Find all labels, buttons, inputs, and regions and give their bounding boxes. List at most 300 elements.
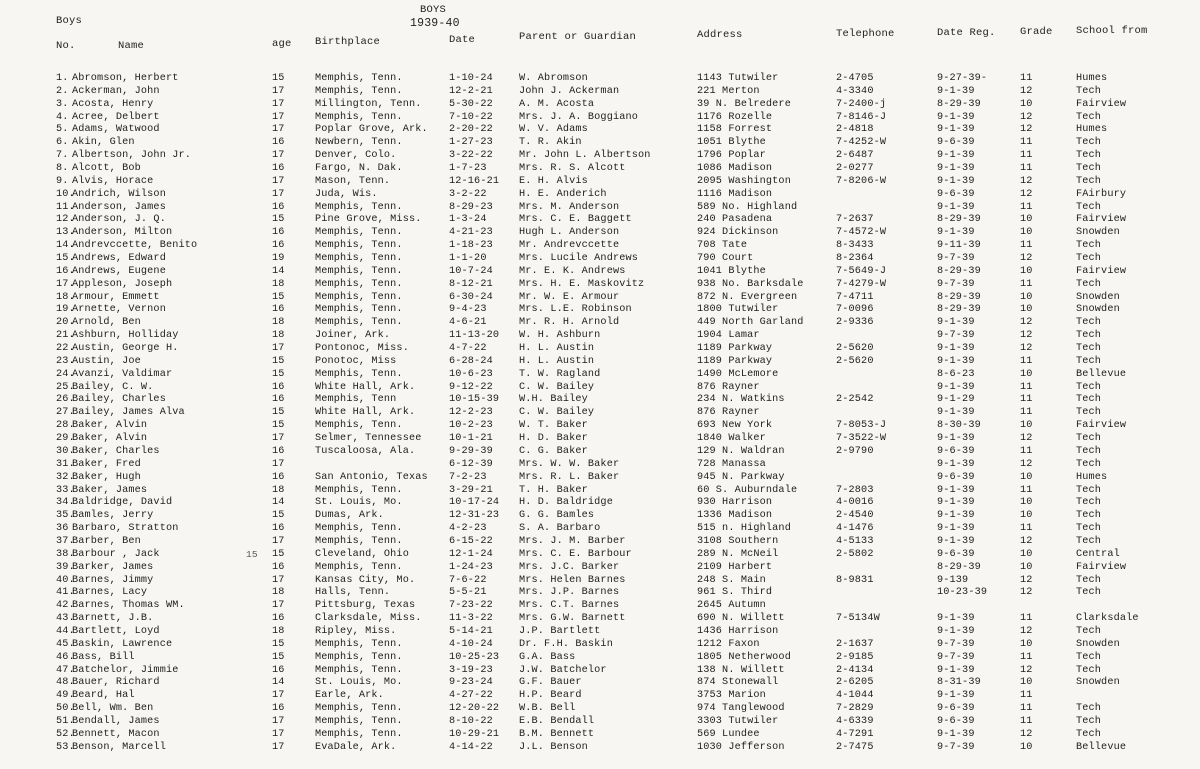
table-row — [0, 626, 1200, 639]
col-header-parent: Parent or Guardian — [519, 31, 637, 43]
birth-date: 11-3-22 — [449, 613, 493, 625]
row-number: 51. — [56, 715, 75, 727]
address: 1030 Jefferson — [697, 741, 785, 753]
birthplace: Memphis, Tenn. — [315, 484, 403, 496]
telephone: 2-9185 — [836, 651, 874, 663]
student-age: 16 — [272, 227, 285, 239]
grade: 10 — [1020, 227, 1033, 239]
grade: 11 — [1020, 73, 1033, 84]
birthplace: Clarksdale, Miss. — [315, 613, 422, 625]
grade: 12 — [1020, 253, 1033, 265]
address: 289 N. McNeil — [697, 548, 779, 560]
date-registered: 8-31-39 — [937, 677, 981, 689]
birth-date: 1-18-23 — [449, 240, 493, 252]
address: 876 Rayner — [697, 381, 760, 393]
birth-date: 7-2-23 — [449, 471, 487, 483]
birthplace: Denver, Colo. — [315, 150, 397, 162]
date-registered: 9-1-39 — [937, 85, 975, 97]
telephone: 4-3340 — [836, 85, 874, 97]
address: 1086 Madison — [697, 163, 773, 175]
telephone: 2-6487 — [836, 150, 874, 162]
school-from: Tech — [1076, 317, 1102, 329]
table-row — [0, 536, 1200, 549]
date-registered: 8-29-39 — [937, 291, 981, 303]
student-name: Benson, Marcell — [72, 741, 166, 753]
birth-date: 10-2-23 — [449, 420, 493, 432]
student-age: 15 — [272, 651, 285, 663]
school-from: Humes — [1076, 124, 1108, 136]
row-number: 46. — [56, 651, 75, 663]
table-row — [0, 446, 1200, 459]
date-registered: 9-1-39 — [937, 510, 975, 522]
address: 138 N. Willett — [697, 664, 785, 676]
parent-guardian: G.F. Bauer — [519, 677, 582, 689]
date-registered: 9-6-39 — [937, 137, 975, 149]
address: 1143 Tutwiler — [697, 73, 779, 84]
row-number: 31. — [56, 458, 75, 470]
row-number: 42. — [56, 600, 75, 612]
date-registered: 9-1-39 — [937, 484, 975, 496]
table-row — [0, 587, 1200, 600]
grade: 11 — [1020, 407, 1033, 419]
telephone: 7-4252-W — [836, 137, 887, 149]
row-number: 9. — [56, 175, 69, 187]
grade: 10 — [1020, 510, 1033, 522]
row-number: 19. — [56, 304, 75, 316]
parent-guardian: A. M. Acosta — [519, 98, 595, 110]
col-header-telephone: Telephone — [836, 28, 895, 40]
date-registered: 8-6-23 — [937, 368, 975, 380]
table-row — [0, 137, 1200, 150]
school-from: Tech — [1076, 484, 1102, 496]
date-registered: 10-23-39 — [937, 587, 988, 599]
telephone: 7-3522-W — [836, 433, 887, 445]
parent-guardian: Mrs. H. E. Maskovitz — [519, 278, 645, 290]
date-registered: 9-1-39 — [937, 535, 975, 547]
student-age: 15 — [272, 73, 285, 84]
birth-date: 12-2-23 — [449, 407, 493, 419]
parent-guardian: Mrs. Lucile Andrews — [519, 253, 639, 265]
school-from: Central — [1076, 548, 1120, 560]
school-from: Snowden — [1076, 304, 1120, 316]
school-from: Tech — [1076, 355, 1102, 367]
table-row — [0, 420, 1200, 433]
birth-date: 9-29-39 — [449, 445, 493, 457]
birth-date: 8-10-22 — [449, 715, 493, 727]
school-from: Tech — [1076, 240, 1102, 252]
grade: 12 — [1020, 124, 1033, 136]
parent-guardian: H. D. Baldridge — [519, 497, 613, 509]
parent-guardian: G.A. Bass — [519, 651, 576, 663]
student-name: Bass, Bill — [72, 651, 135, 663]
parent-guardian: C. W. Bailey — [519, 407, 595, 419]
col-header-no: No. — [56, 40, 76, 52]
parent-guardian: Mr. R. H. Arnold — [519, 317, 620, 329]
address: 872 N. Evergreen — [697, 291, 798, 303]
date-registered: 9-27-39- — [937, 73, 988, 84]
address: 974 Tanglewood — [697, 703, 785, 715]
school-from: Tech — [1076, 651, 1102, 663]
table-row — [0, 356, 1200, 369]
student-name: Andrews, Eugene — [72, 265, 166, 277]
student-name: Alcott, Bob — [72, 163, 141, 175]
birth-date: 10-29-21 — [449, 728, 500, 740]
row-number: 35. — [56, 510, 75, 522]
header-boys-left: Boys — [56, 15, 83, 27]
parent-guardian: Mrs. Helen Barnes — [519, 574, 626, 586]
date-registered: 9-6-39 — [937, 188, 975, 200]
student-name: Barbaro, Stratton — [72, 523, 179, 535]
school-from: Tech — [1076, 175, 1102, 187]
table-row — [0, 240, 1200, 253]
student-name: Barber, Ben — [72, 535, 141, 547]
table-row — [0, 394, 1200, 407]
parent-guardian: B.M. Bennett — [519, 728, 595, 740]
address: 589 No. Highland — [697, 201, 798, 213]
row-number: 6. — [56, 137, 69, 149]
address: 1336 Madison — [697, 510, 773, 522]
parent-guardian: Mrs. G.W. Barnett — [519, 613, 626, 625]
row-number: 10. — [56, 188, 75, 200]
birth-date: 6-30-24 — [449, 291, 493, 303]
student-age: 14 — [272, 265, 285, 277]
date-registered: 9-7-39 — [937, 253, 975, 265]
student-name: Barnett, J.B. — [72, 613, 154, 625]
table-row — [0, 369, 1200, 382]
grade: 10 — [1020, 214, 1033, 226]
date-registered: 9-6-39 — [937, 703, 975, 715]
grade: 11 — [1020, 240, 1033, 252]
row-number: 3. — [56, 98, 69, 110]
address: 1116 Madison — [697, 188, 773, 200]
parent-guardian: J.W. Batchelor — [519, 664, 607, 676]
birth-date: 4-2-23 — [449, 523, 487, 535]
row-number: 50. — [56, 703, 75, 715]
student-name: Baker, Hugh — [72, 471, 141, 483]
school-from: Tech — [1076, 664, 1102, 676]
birth-date: 10-25-23 — [449, 651, 500, 663]
student-age: 17 — [272, 458, 285, 470]
date-registered: 9-7-39 — [937, 330, 975, 342]
student-age: 16 — [272, 304, 285, 316]
row-number: 41. — [56, 587, 75, 599]
date-registered: 9-1-39 — [937, 433, 975, 445]
date-registered: 8-29-39 — [937, 214, 981, 226]
parent-guardian: Dr. F.H. Baskin — [519, 638, 613, 650]
table-row — [0, 86, 1200, 99]
date-registered: 9-1-39 — [937, 355, 975, 367]
birthplace: Memphis, Tenn. — [315, 420, 403, 432]
student-name: Anderson, Milton — [72, 227, 173, 239]
parent-guardian: T. R. Akin — [519, 137, 582, 149]
address: 515 n. Highland — [697, 523, 791, 535]
grade: 11 — [1020, 394, 1033, 406]
student-name: Barnes, Thomas WM. — [72, 600, 185, 612]
date-registered: 9-1-39 — [937, 613, 975, 625]
birth-date: 4-6-21 — [449, 317, 487, 329]
row-number: 18. — [56, 291, 75, 303]
grade: 11 — [1020, 523, 1033, 535]
address: 876 Rayner — [697, 407, 760, 419]
row-number: 37. — [56, 535, 75, 547]
grade: 10 — [1020, 291, 1033, 303]
birthplace: Memphis, Tenn. — [315, 111, 403, 123]
address: 2645 Autumn — [697, 600, 766, 612]
school-from: Tech — [1076, 510, 1102, 522]
student-age: 18 — [272, 278, 285, 290]
grade: 10 — [1020, 561, 1033, 573]
student-age: 16 — [272, 137, 285, 149]
student-name: Bauer, Richard — [72, 677, 160, 689]
grade: 12 — [1020, 330, 1033, 342]
address: 240 Pasadena — [697, 214, 773, 226]
birth-date: 11-13-20 — [449, 330, 500, 342]
student-age: 16 — [272, 561, 285, 573]
student-name: Bendall, James — [72, 715, 160, 727]
grade: 11 — [1020, 137, 1033, 149]
student-age: 15 — [272, 291, 285, 303]
row-number: 40. — [56, 574, 75, 586]
student-name: Bamles, Jerry — [72, 510, 154, 522]
birthplace: Poplar Grove, Ark. — [315, 124, 428, 136]
birthplace: St. Louis, Mo. — [315, 677, 403, 689]
date-registered: 9-6-39 — [937, 445, 975, 457]
grade: 12 — [1020, 175, 1033, 187]
table-row — [0, 639, 1200, 652]
student-name: Bailey, James Alva — [72, 407, 185, 419]
telephone: 4-7291 — [836, 728, 874, 740]
telephone: 7-8206-W — [836, 175, 887, 187]
parent-guardian: Hugh L. Anderson — [519, 227, 620, 239]
birthplace: Memphis, Tenn. — [315, 523, 403, 535]
grade: 11 — [1020, 150, 1033, 162]
telephone: 7-2803 — [836, 484, 874, 496]
birth-date: 1-24-23 — [449, 561, 493, 573]
birthplace: Ponotoc, Miss — [315, 355, 397, 367]
row-number: 28. — [56, 420, 75, 432]
birthplace: Memphis, Tenn. — [315, 73, 403, 84]
address: 1800 Tutwiler — [697, 304, 779, 316]
student-name: Adams, Watwood — [72, 124, 160, 136]
birth-date: 3-22-22 — [449, 150, 493, 162]
birth-date: 8-12-21 — [449, 278, 493, 290]
row-number: 12. — [56, 214, 75, 226]
row-number: 38. — [56, 548, 75, 560]
student-name: Andrich, Wilson — [72, 188, 166, 200]
date-registered: 9-1-39 — [937, 728, 975, 740]
parent-guardian: S. A. Barbaro — [519, 523, 601, 535]
student-age: 16 — [272, 703, 285, 715]
student-age: 17 — [272, 535, 285, 547]
telephone: 2-1637 — [836, 638, 874, 650]
row-number: 14. — [56, 240, 75, 252]
telephone: 2-2542 — [836, 394, 874, 406]
student-age: 15 — [272, 368, 285, 380]
birth-date: 8-29-23 — [449, 201, 493, 213]
birth-date: 1-7-23 — [449, 163, 487, 175]
col-header-date-reg: Date Reg. — [937, 27, 996, 39]
grade: 12 — [1020, 433, 1033, 445]
date-registered: 9-1-39 — [937, 407, 975, 419]
student-name: Abromson, Herbert — [72, 73, 179, 84]
parent-guardian: W.B. Bell — [519, 703, 576, 715]
table-row — [0, 613, 1200, 626]
student-name: Armour, Emmett — [72, 291, 160, 303]
grade: 10 — [1020, 304, 1033, 316]
table-row — [0, 729, 1200, 742]
table-row — [0, 304, 1200, 317]
student-name: Baker, Charles — [72, 445, 160, 457]
grade: 10 — [1020, 497, 1033, 509]
birth-date: 12-2-21 — [449, 85, 493, 97]
row-number: 45. — [56, 638, 75, 650]
student-age: 15 — [272, 355, 285, 367]
date-registered: 8-29-39 — [937, 561, 981, 573]
student-name: Bartlett, Loyd — [72, 625, 160, 637]
telephone: 2-9790 — [836, 445, 874, 457]
grade: 10 — [1020, 741, 1033, 753]
student-age: 16 — [272, 445, 285, 457]
school-from: Tech — [1076, 201, 1102, 213]
telephone: 7-8053-J — [836, 420, 887, 432]
address: 2095 Washington — [697, 175, 791, 187]
student-age: 15 — [272, 214, 285, 226]
telephone: 4-0016 — [836, 497, 874, 509]
address: 1840 Walker — [697, 433, 766, 445]
table-row — [0, 703, 1200, 716]
table-row — [0, 562, 1200, 575]
birthplace: Memphis, Tenn. — [315, 728, 403, 740]
telephone: 7-4279-W — [836, 278, 887, 290]
student-age: 17 — [272, 728, 285, 740]
school-from: Tech — [1076, 523, 1102, 535]
student-name: Andrevccette, Benito — [72, 240, 198, 252]
student-age: 17 — [272, 111, 285, 123]
student-age: 17 — [272, 690, 285, 702]
school-from: Fairview — [1076, 265, 1127, 277]
birthplace: Joiner, Ark. — [315, 330, 391, 342]
student-age: 15 — [272, 420, 285, 432]
student-name: Barnes, Jimmy — [72, 574, 154, 586]
address: 690 N. Willett — [697, 613, 785, 625]
row-number: 36 — [56, 523, 69, 535]
parent-guardian: W. Abromson — [519, 73, 588, 84]
col-header-address: Address — [697, 29, 743, 41]
grade: 12 — [1020, 625, 1033, 637]
birth-date: 1-10-24 — [449, 73, 493, 84]
telephone: 2-9336 — [836, 317, 874, 329]
student-name: Barnes, Lacy — [72, 587, 148, 599]
grade: 11 — [1020, 703, 1033, 715]
student-name: Ackerman, John — [72, 85, 160, 97]
table-row — [0, 382, 1200, 395]
telephone: 7-5134W — [836, 613, 880, 625]
telephone: 2-4818 — [836, 124, 874, 136]
row-number: 2. — [56, 85, 69, 97]
table-row — [0, 73, 1200, 86]
table-row — [0, 665, 1200, 678]
parent-guardian: T. H. Baker — [519, 484, 588, 496]
school-from: Bellevue — [1076, 368, 1127, 380]
telephone: 7-8146-J — [836, 111, 887, 123]
table-row — [0, 163, 1200, 176]
address: 1904 Lamar — [697, 330, 760, 342]
student-age: 14 — [272, 497, 285, 509]
telephone: 2-5620 — [836, 355, 874, 367]
table-row — [0, 343, 1200, 356]
student-age: 17 — [272, 85, 285, 97]
date-registered: 8-30-39 — [937, 420, 981, 432]
school-from: Tech — [1076, 535, 1102, 547]
telephone: 7-4572-W — [836, 227, 887, 239]
birthplace: Memphis, Tenn. — [315, 638, 403, 650]
row-number: 16. — [56, 265, 75, 277]
table-row — [0, 407, 1200, 420]
telephone: 7-5649-J — [836, 265, 887, 277]
row-number: 24. — [56, 368, 75, 380]
student-age: 15 — [272, 510, 285, 522]
table-row — [0, 510, 1200, 523]
row-number: 33. — [56, 484, 75, 496]
school-from: Tech — [1076, 574, 1102, 586]
address: 1490 McLemore — [697, 368, 779, 380]
birthplace: Memphis, Tenn. — [315, 703, 403, 715]
grade: 11 — [1020, 651, 1033, 663]
school-from: Tech — [1076, 163, 1102, 175]
birth-date: 10-7-24 — [449, 265, 493, 277]
birth-date: 3-29-21 — [449, 484, 493, 496]
table-row — [0, 575, 1200, 588]
address: 234 N. Watkins — [697, 394, 785, 406]
birthplace: Memphis, Tenn. — [315, 561, 403, 573]
address: 930 Harrison — [697, 497, 773, 509]
school-from: Snowden — [1076, 291, 1120, 303]
address: 221 Merton — [697, 85, 760, 97]
school-from: Snowden — [1076, 638, 1120, 650]
col-header-age: age — [272, 38, 292, 50]
address: 728 Manassa — [697, 458, 766, 470]
address: 1051 Blythe — [697, 137, 766, 149]
date-registered: 9-1-39 — [937, 124, 975, 136]
student-name: Baker, Alvin — [72, 433, 148, 445]
student-age: 16 — [272, 613, 285, 625]
table-row — [0, 523, 1200, 536]
date-registered: 9-1-39 — [937, 497, 975, 509]
date-registered: 9-11-39 — [937, 240, 981, 252]
grade: 12 — [1020, 343, 1033, 355]
address: 449 North Garland — [697, 317, 804, 329]
address: 924 Dickinson — [697, 227, 779, 239]
student-age: 15 — [272, 638, 285, 650]
parent-guardian: Mrs. W. W. Baker — [519, 458, 620, 470]
address: 1041 Blythe — [697, 265, 766, 277]
student-age: 16 — [272, 163, 285, 175]
student-age: 16 — [272, 471, 285, 483]
telephone: 7-2400-j — [836, 98, 887, 110]
telephone: 8-3433 — [836, 240, 874, 252]
birthplace: Memphis, Tenn — [315, 394, 397, 406]
table-row — [0, 292, 1200, 305]
student-age: 18 — [272, 587, 285, 599]
date-registered: 9-7-39 — [937, 638, 975, 650]
birthplace: Mason, Tenn. — [315, 175, 391, 187]
row-number: 39. — [56, 561, 75, 573]
telephone: 7-2637 — [836, 214, 874, 226]
birthplace: Juda, Wis. — [315, 188, 378, 200]
student-age: 18 — [272, 484, 285, 496]
student-name: Bailey, Charles — [72, 394, 166, 406]
parent-guardian: H.P. Beard — [519, 690, 582, 702]
